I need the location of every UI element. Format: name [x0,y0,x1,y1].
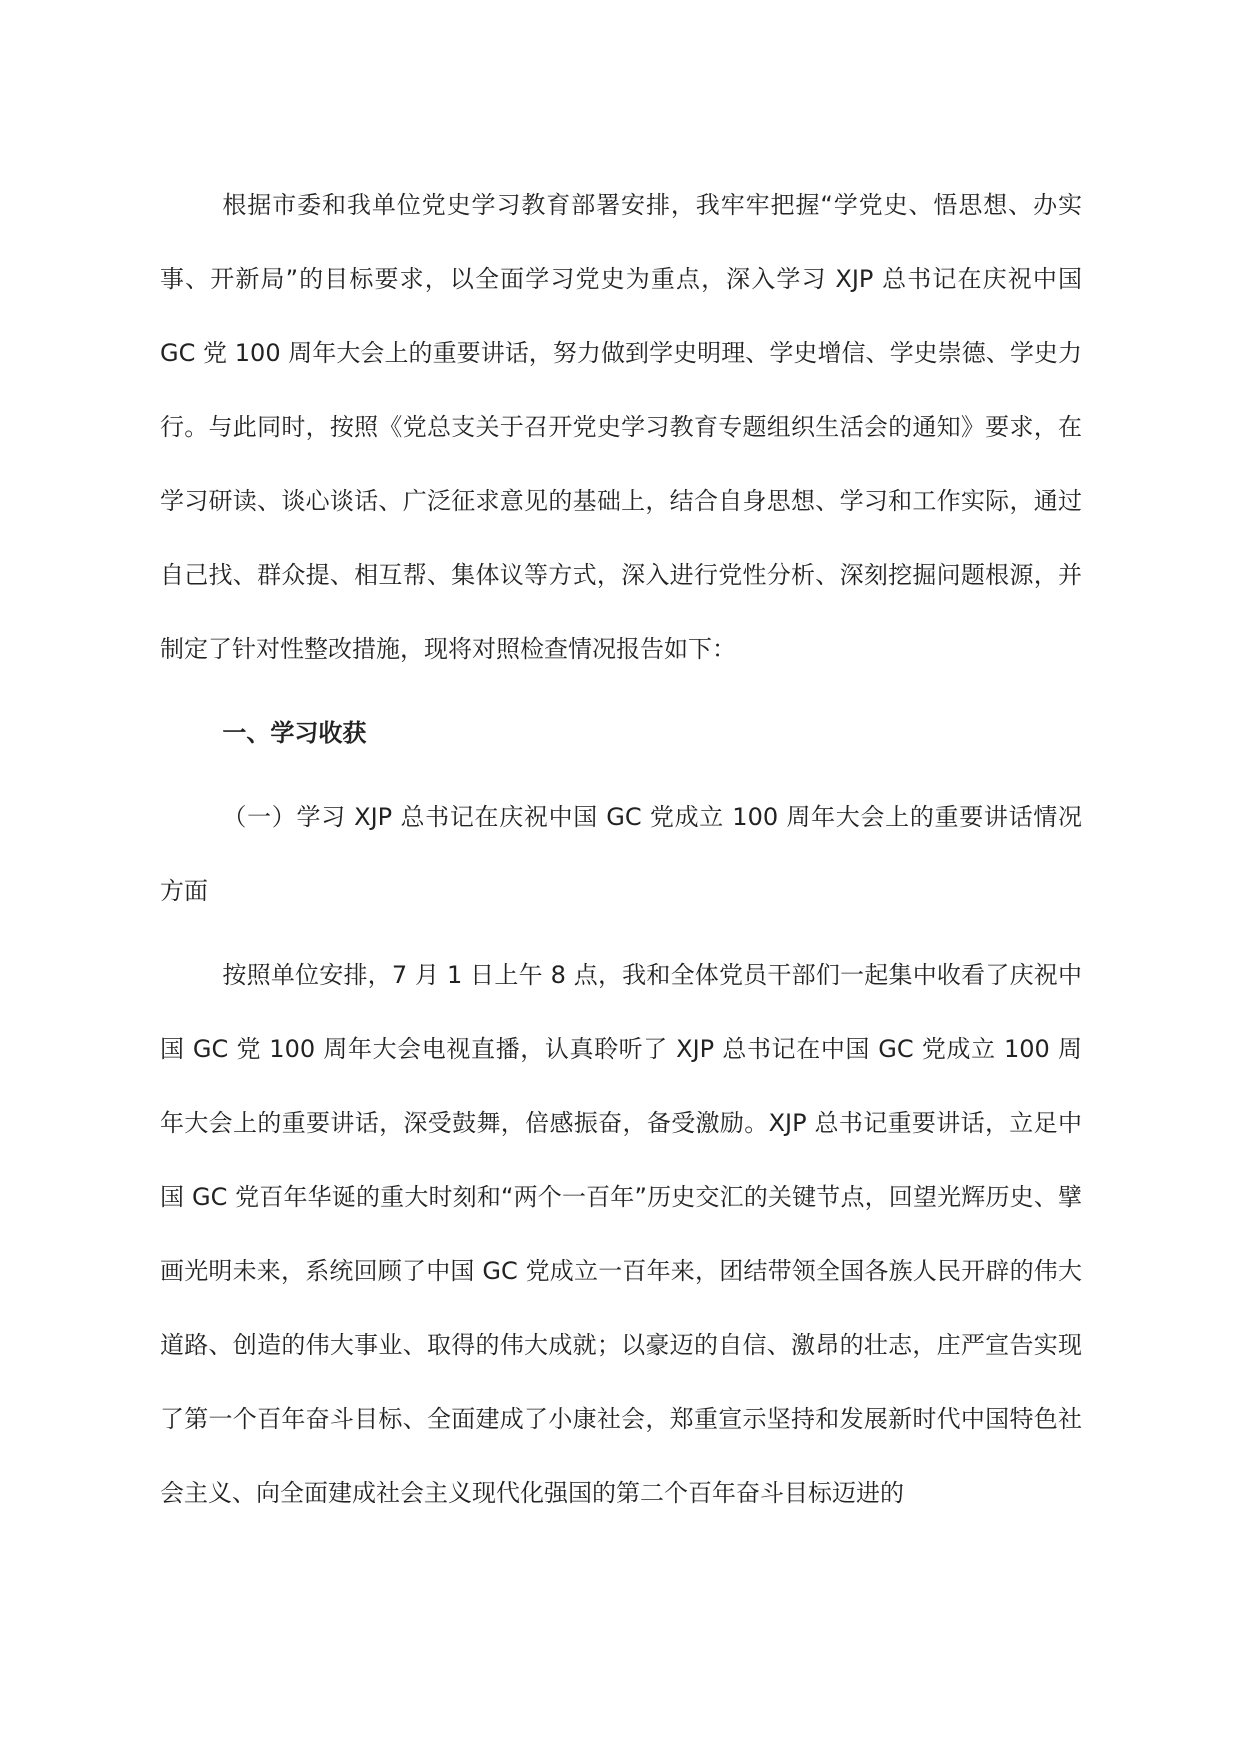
section-heading: 一、学习收获 [222,719,367,747]
intro-paragraph: 根据市委和我单位党史学习教育部署安排，我牢牢把握“学党史、悟思想、办实事、开新局”的目标要求，以全面学习党史为重点，深入学习 XJP 总书记在庆祝中国 GC 党 100 周年大会上的重要讲话，努力做到学史明理、学史增信、学史崇德、学史力行。与此同时，按照《党总支关于召开党史学习教育专题组织生活会的通知》要求，在学习研读、谈心谈话、广泛征求意见的基础上，结合自身思想、学习和工作实际，通过自己找、群众提、相互帮、集体议等方式，深入进行党性分析、深刻挖掘问题根源，并制定了针对性整改措施，现将对照检查情况报告如下： [160,191,1082,663]
subsection-heading: （一）学习 XJP 总书记在庆祝中国 GC 党成立 100 周年大会上的重要讲话情况方面 [160,803,1082,905]
document-page [160,168,1082,1530]
body-paragraph: 按照单位安排，7 月 1 日上午 8 点，我和全体党员干部们一起集中收看了庆祝中国 GC 党 100 周年大会电视直播，认真聆听了 XJP 总书记在中国 GC 党成立 100 周年大会上的重要讲话，深受鼓舞，倍感振奋，备受激励。XJP 总书记重要讲话，立足中国 GC 党百年华诞的重大时刻和“两个一百年”历史交汇的关键节点，回望光辉历史、擘画光明未来，系统回顾了中国 GC 党成立一百年来，团结带领全国各族人民开辟的伟大道路、创造的伟大事业、取得的伟大成就；以豪迈的自信、激昂的壮志，庄严宣告实现了第一个百年奋斗目标、全面建成了小康社会，郑重宣示坚持和发展新时代中国特色社会主义、向全面建成社会主义现代化强国的第二个百年奋斗目标迈进的 [160,961,1082,1507]
